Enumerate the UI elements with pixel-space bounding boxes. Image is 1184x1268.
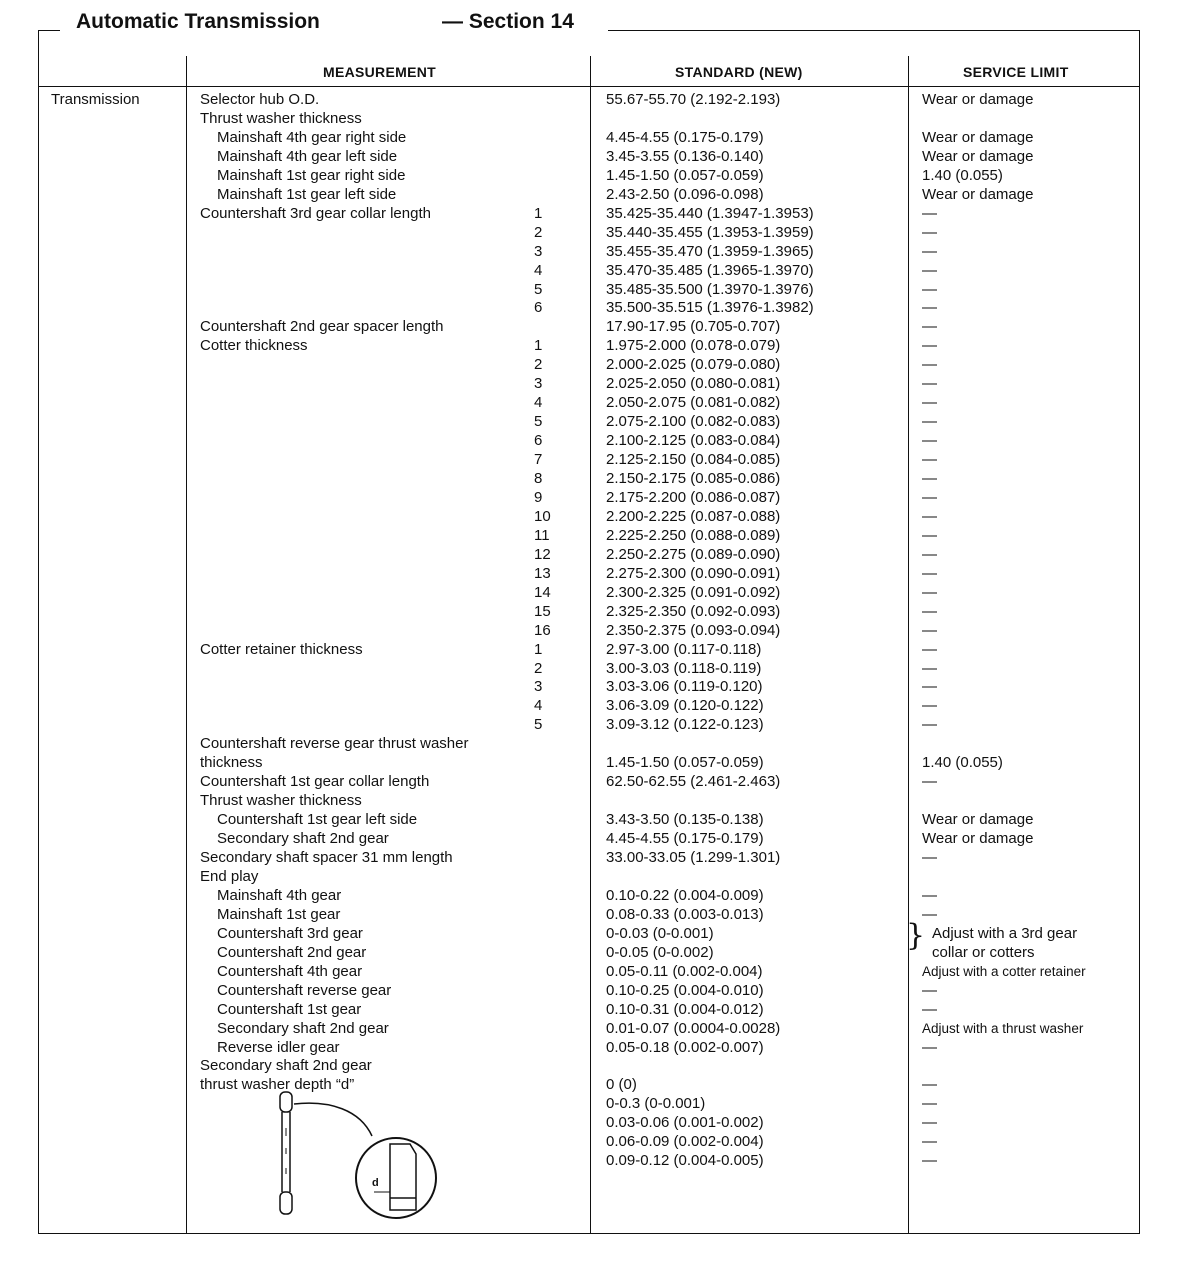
standard-value: 4.45-4.55 (0.175-0.179)	[606, 830, 764, 848]
service-limit-value: Wear or damage	[922, 811, 1034, 829]
standard-value: 35.470-35.485 (1.3965-1.3970)	[606, 261, 814, 279]
service-limit-value: —	[922, 261, 937, 279]
service-limit-value: —	[922, 583, 937, 601]
standard-value: 1.975-2.000 (0.078-0.079)	[606, 337, 781, 355]
measurement-text: Cotter retainer thickness	[200, 640, 363, 658]
size-number: 12	[534, 545, 551, 563]
service-limit-value: —	[922, 356, 937, 374]
service-limit-value: —	[922, 545, 937, 563]
size-number: 16	[534, 621, 551, 639]
measurement-text: Mainshaft 1st gear left side	[217, 185, 397, 203]
standard-value: 3.43-3.50 (0.135-0.138)	[606, 811, 764, 829]
measurement-text: Countershaft 2nd gear	[217, 943, 367, 961]
col-divider-3	[908, 56, 909, 1234]
measurement-text: Cotter thickness	[200, 337, 308, 355]
service-limit-value: —	[922, 280, 937, 298]
service-limit-value: —	[922, 1095, 937, 1113]
service-limit-value: Adjust with a thrust washer	[922, 1020, 1084, 1036]
size-number: 1	[534, 640, 543, 658]
standard-value: 2.075-2.100 (0.082-0.083)	[606, 413, 781, 431]
size-number: 3	[534, 678, 543, 696]
size-number: 5	[534, 716, 543, 734]
measurement-text: Countershaft 2nd gear spacer length	[200, 318, 444, 336]
detail-washer	[390, 1144, 416, 1210]
standard-value: 0.09-0.12 (0.004-0.005)	[606, 1152, 764, 1170]
brace-mark: }	[906, 918, 926, 953]
standard-value: 1.45-1.50 (0.057-0.059)	[606, 754, 764, 772]
standard-value: 35.500-35.515 (1.3976-1.3982)	[606, 299, 814, 317]
service-limit-value: —	[922, 318, 937, 336]
measurement-text: Mainshaft 4th gear	[217, 886, 342, 904]
measurement-text: Countershaft 4th gear	[217, 962, 363, 980]
size-number: 3	[534, 375, 543, 393]
service-limit-value: —	[922, 394, 937, 412]
standard-value: 62.50-62.55 (2.461-2.463)	[606, 773, 781, 791]
standard-value: 0.10-0.31 (0.004-0.012)	[606, 1000, 764, 1018]
service-limit-value: —	[922, 697, 937, 715]
detail-circle	[356, 1138, 436, 1218]
standard-value: 1.45-1.50 (0.057-0.059)	[606, 166, 764, 184]
measurement-text: Secondary shaft spacer 31 mm length	[200, 849, 453, 866]
size-number: 4	[534, 394, 543, 412]
standard-value: 2.250-2.275 (0.089-0.090)	[606, 545, 781, 563]
service-limit-value: —	[922, 1038, 937, 1056]
service-limit-value: —	[922, 1152, 937, 1170]
service-limit-value: —	[922, 602, 937, 620]
service-limit-value: —	[922, 451, 937, 469]
service-limit-value: —	[922, 886, 937, 904]
standard-value: 2.300-2.325 (0.091-0.092)	[606, 583, 781, 601]
size-number: 2	[534, 223, 543, 241]
thrust-washer-depth-figure	[260, 1088, 440, 1228]
measurement-text: Reverse idler gear	[217, 1038, 340, 1056]
depth-label: d	[372, 1177, 379, 1189]
standard-value: 17.90-17.95 (0.705-0.707)	[606, 318, 781, 336]
column-header-standard: STANDARD (NEW)	[675, 64, 803, 80]
size-number: 5	[534, 413, 543, 431]
measurement-text: Countershaft reverse gear	[217, 981, 392, 999]
measurement-text: Mainshaft 4th gear left side	[217, 147, 398, 165]
bottom-border	[38, 1233, 1140, 1234]
standard-value: 2.000-2.025 (0.079-0.080)	[606, 356, 781, 374]
measurement-text: Countershaft reverse gear thrust washer	[200, 735, 469, 753]
measurement-text: Secondary shaft 2nd gear	[217, 1019, 389, 1037]
service-limit-value: Adjust with a 3rd gear	[932, 924, 1078, 942]
standard-value: 3.45-3.55 (0.136-0.140)	[606, 147, 764, 165]
service-limit-value: Adjust with a cotter retainer	[922, 963, 1086, 979]
page-title: Automatic Transmission	[76, 10, 320, 33]
category-label: Transmission	[51, 91, 140, 108]
service-limit-value: —	[922, 413, 937, 431]
standard-value: 2.125-2.150 (0.084-0.085)	[606, 451, 781, 469]
header-divider	[38, 86, 1140, 87]
service-limit-value: —	[922, 716, 937, 734]
standard-value: 0-0.05 (0-0.002)	[606, 943, 714, 961]
service-limit-value: —	[922, 299, 937, 317]
measurement-text: Countershaft 1st gear left side	[217, 811, 418, 829]
service-limit-value: —	[922, 526, 937, 544]
standard-value: 0.10-0.25 (0.004-0.010)	[606, 981, 764, 999]
service-limit-value: Wear or damage	[922, 185, 1034, 203]
service-limit-value: collar or cotters	[932, 943, 1035, 961]
size-number: 7	[534, 451, 543, 469]
service-limit-value: —	[922, 1114, 937, 1132]
standard-value: 2.97-3.00 (0.117-0.118)	[606, 640, 762, 658]
standard-value: 2.325-2.350 (0.092-0.093)	[606, 602, 781, 620]
right-border	[1139, 30, 1140, 1234]
standard-value: 35.455-35.470 (1.3959-1.3965)	[606, 242, 814, 260]
service-limit-value: Wear or damage	[922, 91, 1034, 108]
size-number: 15	[534, 602, 551, 620]
standard-value: 2.275-2.300 (0.090-0.091)	[606, 564, 781, 582]
measurement-text: Countershaft 1st gear collar length	[200, 773, 430, 791]
service-limit-value: Wear or damage	[922, 147, 1034, 165]
measurement-text: End play	[200, 867, 259, 885]
service-limit-value: 1.40 (0.055)	[922, 166, 1003, 184]
size-number: 10	[534, 507, 551, 525]
size-number: 4	[534, 697, 543, 715]
service-limit-value: —	[922, 204, 937, 222]
service-limit-value: —	[922, 375, 937, 393]
standard-value: 2.200-2.225 (0.087-0.088)	[606, 507, 781, 525]
standard-value: 2.050-2.075 (0.081-0.082)	[606, 394, 781, 412]
measurement-text: Selector hub O.D.	[200, 91, 320, 108]
size-number: 1	[534, 337, 543, 355]
measurement-text: Secondary shaft 2nd gear	[200, 1057, 372, 1075]
service-limit-value: —	[922, 1076, 937, 1094]
service-limit-value: —	[922, 223, 937, 241]
standard-value: 0-0.3 (0-0.001)	[606, 1095, 706, 1113]
size-number: 1	[534, 204, 543, 222]
size-number: 11	[534, 526, 550, 544]
standard-value: 2.225-2.250 (0.088-0.089)	[606, 526, 781, 544]
size-number: 8	[534, 470, 543, 487]
left-border	[38, 30, 39, 1234]
measurement-text: Countershaft 1st gear	[217, 1000, 362, 1018]
size-number: 4	[534, 261, 543, 279]
standard-value: 0.01-0.07 (0.0004-0.0028)	[606, 1019, 781, 1037]
service-limit-value: —	[922, 678, 937, 696]
service-limit-value: —	[922, 564, 937, 582]
service-limit-value: 1.40 (0.055)	[922, 754, 1003, 772]
service-limit-value: —	[922, 659, 937, 677]
column-header-service-limit: SERVICE LIMIT	[963, 64, 1069, 80]
standard-value: 0.10-0.22 (0.004-0.009)	[606, 886, 764, 904]
standard-value: 3.09-3.12 (0.122-0.123)	[606, 716, 764, 734]
standard-value: 35.440-35.455 (1.3953-1.3959)	[606, 223, 814, 241]
measurement-text: Secondary shaft 2nd gear	[217, 830, 389, 848]
size-number: 6	[534, 432, 543, 450]
standard-value: 0.05-0.18 (0.002-0.007)	[606, 1038, 764, 1056]
standard-value: 2.175-2.200 (0.086-0.087)	[606, 488, 781, 506]
service-limit-value: —	[922, 621, 937, 639]
service-limit-value: —	[922, 1000, 937, 1018]
section-number: Section 14	[468, 10, 574, 33]
measurement-text: Mainshaft 4th gear right side	[217, 128, 407, 146]
standard-value: 35.485-35.500 (1.3970-1.3976)	[606, 280, 814, 298]
service-limit-value: —	[922, 432, 937, 450]
size-number: 2	[534, 356, 543, 374]
service-limit-value: —	[922, 905, 937, 923]
standard-value: 55.67-55.70 (2.192-2.193)	[606, 91, 781, 108]
measurement-text: Mainshaft 1st gear	[217, 905, 341, 923]
measurement-text: Thrust washer thickness	[200, 792, 362, 810]
measurement-text: Thrust washer thickness	[200, 109, 362, 127]
standard-value: 0.05-0.11 (0.002-0.004)	[606, 962, 763, 980]
standard-value: 2.150-2.175 (0.085-0.086)	[606, 470, 781, 487]
standard-value: 3.06-3.09 (0.120-0.122)	[606, 697, 764, 715]
standard-value: 3.03-3.06 (0.119-0.120)	[606, 678, 763, 696]
service-limit-value: —	[922, 849, 937, 866]
standard-value: 0.03-0.06 (0.001-0.002)	[606, 1114, 764, 1132]
size-number: 3	[534, 242, 543, 260]
standard-value: 0.06-0.09 (0.002-0.004)	[606, 1133, 764, 1151]
standard-value: 0 (0)	[606, 1076, 637, 1094]
standard-value: 3.00-3.03 (0.118-0.119)	[606, 659, 762, 677]
measurement-text: Countershaft 3rd gear collar length	[200, 204, 431, 222]
measurement-text: Countershaft 3rd gear	[217, 924, 363, 942]
col-divider-1	[186, 56, 187, 1234]
section-label: — Section 14	[442, 10, 574, 33]
size-number: 6	[534, 299, 543, 317]
service-limit-value: —	[922, 981, 937, 999]
standard-value: 2.43-2.50 (0.096-0.098)	[606, 185, 764, 203]
size-number: 14	[534, 583, 551, 601]
service-limit-value: —	[922, 507, 937, 525]
service-limit-value: —	[922, 640, 937, 658]
shaft-drawing	[280, 1092, 292, 1214]
size-number: 2	[534, 659, 543, 677]
measurement-text: Mainshaft 1st gear right side	[217, 166, 406, 184]
service-limit-value: —	[922, 470, 937, 487]
measurement-text: thrust washer depth “d”	[200, 1076, 355, 1094]
standard-value: 35.425-35.440 (1.3947-1.3953)	[606, 204, 814, 222]
leader-line	[294, 1103, 372, 1136]
service-limit-value: Wear or damage	[922, 128, 1034, 146]
size-number: 13	[534, 564, 551, 582]
standard-value: 0-0.03 (0-0.001)	[606, 924, 714, 942]
standard-value: 0.08-0.33 (0.003-0.013)	[606, 905, 764, 923]
standard-value: 33.00-33.05 (1.299-1.301)	[606, 849, 781, 866]
top-rule-right	[608, 30, 1140, 31]
service-limit-value: Wear or damage	[922, 830, 1034, 848]
standard-value: 4.45-4.55 (0.175-0.179)	[606, 128, 764, 146]
service-limit-value: —	[922, 1133, 937, 1151]
standard-value: 2.350-2.375 (0.093-0.094)	[606, 621, 781, 639]
column-header-measurement: MEASUREMENT	[323, 64, 436, 80]
service-limit-value: —	[922, 337, 937, 355]
service-limit-value: —	[922, 773, 937, 791]
standard-value: 2.025-2.050 (0.080-0.081)	[606, 375, 781, 393]
col-divider-2	[590, 56, 591, 1234]
standard-value: 2.100-2.125 (0.083-0.084)	[606, 432, 781, 450]
size-number: 9	[534, 488, 543, 506]
service-limit-value: —	[922, 488, 937, 506]
measurement-text: thickness	[200, 754, 263, 772]
size-number: 5	[534, 280, 543, 298]
top-rule-left	[38, 30, 60, 31]
service-limit-value: —	[922, 242, 937, 260]
